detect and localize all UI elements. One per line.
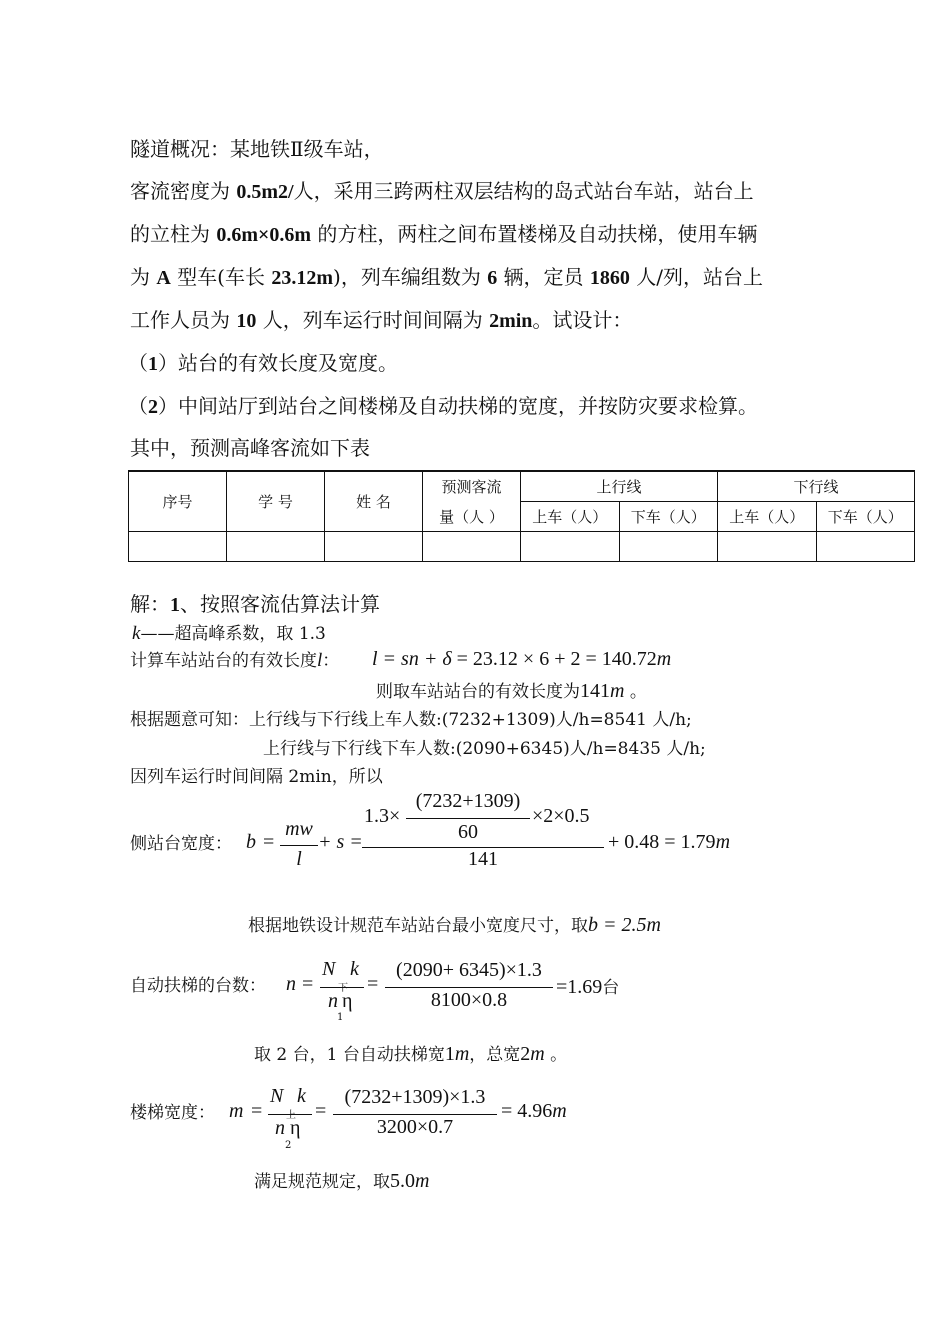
equals: = xyxy=(315,1100,327,1122)
stair-take xyxy=(254,1170,429,1193)
escalator-denominator: 8100×0.8 xyxy=(430,989,508,1011)
unit: m xyxy=(610,680,625,702)
column-size: 0.6m×0.6m xyxy=(216,224,312,246)
table-cell xyxy=(325,532,423,562)
step-number: 1 xyxy=(170,594,180,616)
text: 辆，定员 xyxy=(497,265,590,289)
width-label: 侧站台宽度： xyxy=(130,834,232,854)
unit: m xyxy=(715,831,731,853)
problem-line-5 xyxy=(130,307,632,334)
fraction-bar xyxy=(406,818,530,819)
equals: = xyxy=(251,1100,263,1122)
formula-lhs: l = sn + δ xyxy=(372,648,452,670)
table-cell xyxy=(129,532,227,562)
text: ）中间站厅到站台之间楼梯及自动扶梯的宽度，并按防灾要求检算。 xyxy=(158,394,758,418)
n2-symbol: n xyxy=(275,1117,285,1139)
text: 为 xyxy=(130,265,157,289)
length-formula xyxy=(372,648,671,671)
text: ： xyxy=(322,651,340,671)
text: )，列车编组数为 xyxy=(333,265,488,289)
car-length: 23.12m xyxy=(271,267,334,289)
stair-label: 楼梯宽度： xyxy=(130,1103,215,1123)
b-symbol: b xyxy=(246,831,256,853)
fraction-bar xyxy=(280,845,318,846)
width-result xyxy=(608,831,730,854)
l-denominator: l xyxy=(296,848,302,870)
subscript-up: 上 xyxy=(286,1110,296,1121)
table-intro: 其中，预测高峰客流如下表 xyxy=(130,436,370,460)
eta-symbol: η xyxy=(342,990,353,1012)
table-cell xyxy=(816,532,915,562)
header-flow-1: 预测客流 xyxy=(423,471,521,502)
question-number: 1 xyxy=(148,353,158,375)
text: 则取车站站台的有效长度为 xyxy=(376,682,580,702)
unit: m xyxy=(552,1100,567,1122)
value: 1 xyxy=(444,1043,455,1065)
unit: m xyxy=(415,1170,430,1192)
text: 。试设计： xyxy=(532,308,633,332)
l-symbol: l xyxy=(317,650,323,671)
problem-line-1: 隧道概况：某地铁Ⅱ级车站， xyxy=(130,137,384,161)
text: 。 xyxy=(544,1045,568,1065)
interval-note: 因列车运行时间间隔 2min，所以 xyxy=(130,767,383,787)
text: （ xyxy=(128,351,148,375)
question-number: 2 xyxy=(148,396,158,418)
text: 取 2 台，1 台自动扶梯宽 xyxy=(254,1045,445,1065)
value: 2 xyxy=(520,1043,531,1065)
table-cell xyxy=(227,532,325,562)
header-down-alight: 下车（人） xyxy=(816,502,915,532)
table-cell xyxy=(718,532,817,562)
N-symbol: N xyxy=(270,1085,284,1107)
n-symbol: n xyxy=(286,973,296,995)
text: 、按照客流估算法计算 xyxy=(180,592,380,616)
header-student-id: 学 号 xyxy=(227,471,325,532)
width-denominator: 141 xyxy=(468,848,498,870)
unit: m xyxy=(646,914,661,936)
equals: = xyxy=(302,973,314,995)
header-down-board: 上车（人） xyxy=(718,502,817,532)
question-1 xyxy=(128,350,398,377)
text: ——超高峰系数，取 1.3 xyxy=(140,624,326,644)
table-row xyxy=(129,532,915,562)
text: 工作人员为 xyxy=(130,308,237,332)
header-flow-2: 量（人 ） xyxy=(423,502,521,532)
m-symbol: m xyxy=(229,1100,244,1122)
escalator-numerator: (2090+ 6345)×1.3 xyxy=(396,959,542,981)
fraction-bar xyxy=(333,1114,497,1115)
escalator-result xyxy=(556,973,619,999)
text: 的方柱，两柱之间布置楼梯及自动扶梯，使用车辆 xyxy=(311,222,758,246)
fraction-bar xyxy=(320,987,364,988)
stair-denominator: 3200×0.7 xyxy=(376,1116,454,1138)
width-num-a: 1.3× xyxy=(364,805,401,827)
unit: m xyxy=(656,648,672,670)
eta-symbol: η xyxy=(290,1117,301,1139)
value: 141 xyxy=(580,680,610,702)
text: 人/列，站台上 xyxy=(629,265,764,289)
text: 型车(车长 xyxy=(170,265,272,289)
length-calc xyxy=(130,650,339,672)
question-2 xyxy=(128,393,758,420)
header-up-board: 上车（人） xyxy=(521,502,620,532)
text: 根据地铁设计规范车站站台最小宽度尺寸，取 xyxy=(248,916,588,936)
header-name: 姓 名 xyxy=(325,471,423,532)
capacity: 1860 xyxy=(589,267,630,289)
length-take xyxy=(376,680,647,703)
width-num-frac-bot: 60 xyxy=(458,821,478,843)
text: 的立柱为 xyxy=(130,222,217,246)
header-up-line: 上行线 xyxy=(521,471,718,502)
staff-count: 10 xyxy=(236,310,257,332)
train-interval: 2min xyxy=(489,310,533,332)
given-boarding: 根据题意可知：上行线与下行线上车人数:(7232+1309)人/h=8541 人/h; xyxy=(130,710,692,730)
text: 解： xyxy=(130,592,170,616)
value: + 0.48 = 1.79 xyxy=(608,831,716,853)
plus-s: + s = xyxy=(318,831,363,853)
subscript-2: 2 xyxy=(285,1140,292,1151)
formula-rhs: = 23.12 × 6 + 2 = 140.72 xyxy=(456,648,657,670)
solution-heading xyxy=(130,591,380,618)
header-index: 序号 xyxy=(129,471,227,532)
stair-numerator: (7232+1309)×1.3 xyxy=(344,1086,486,1108)
width-num-frac-top: (7232+1309) xyxy=(415,790,521,812)
mw-numerator: mw xyxy=(285,818,313,840)
text: 满足规范规定，取 xyxy=(254,1172,390,1192)
given-alighting: 上行线与下行线下车人数:(2090+6345)人/h=8435 人/h; xyxy=(263,739,706,759)
n1-symbol: n xyxy=(328,990,338,1012)
text: （ xyxy=(128,394,148,418)
value: b = 2.5 xyxy=(588,914,647,936)
header-down-line: 下行线 xyxy=(718,471,915,502)
unit: m xyxy=(454,1043,470,1065)
k-definition xyxy=(132,623,326,645)
problem-line-3 xyxy=(130,221,757,248)
k-symbol: k xyxy=(132,623,141,644)
N-symbol: N xyxy=(322,958,336,980)
table-cell xyxy=(619,532,718,562)
fraction-bar xyxy=(268,1114,312,1115)
equals: = xyxy=(263,831,275,853)
table-cell xyxy=(423,532,521,562)
text: 人，列车运行时间间隔为 xyxy=(256,308,490,332)
text: ，总宽 xyxy=(469,1045,521,1065)
stair-result xyxy=(501,1100,567,1123)
subscript-down: 下 xyxy=(338,983,348,994)
unit: 台 xyxy=(602,978,620,998)
text: 客流密度为 xyxy=(130,179,237,203)
car-type: A xyxy=(156,267,171,289)
text: 人，采用三跨两柱双层结构的岛式站台车站，站台上 xyxy=(293,179,754,203)
problem-line-2 xyxy=(130,178,754,205)
k-symbol: k xyxy=(350,958,359,980)
subscript-1: 1 xyxy=(337,1012,344,1023)
value: 5.0 xyxy=(390,1170,415,1192)
header-up-alight: 下车（人） xyxy=(619,502,718,532)
k-symbol: k xyxy=(297,1085,306,1107)
passenger-density: 0.5m2/ xyxy=(236,181,294,203)
text: 计算车站站台的有效长度 xyxy=(130,651,317,671)
text: ）站台的有效长度及宽度。 xyxy=(158,351,398,375)
value: = 4.96 xyxy=(501,1100,553,1122)
equals: = xyxy=(367,973,379,995)
escalator-take xyxy=(254,1043,567,1066)
width-num-b: ×2×0.5 xyxy=(532,805,590,827)
value: =1.69 xyxy=(556,976,603,998)
problem-line-4 xyxy=(130,264,763,291)
train-cars: 6 xyxy=(487,267,498,289)
unit: m xyxy=(530,1043,545,1065)
text: 。 xyxy=(624,682,647,702)
table-cell xyxy=(521,532,620,562)
width-min xyxy=(248,914,661,937)
passenger-flow-table xyxy=(128,470,915,562)
fraction-bar xyxy=(385,987,553,988)
escalator-label: 自动扶梯的台数： xyxy=(130,976,266,996)
